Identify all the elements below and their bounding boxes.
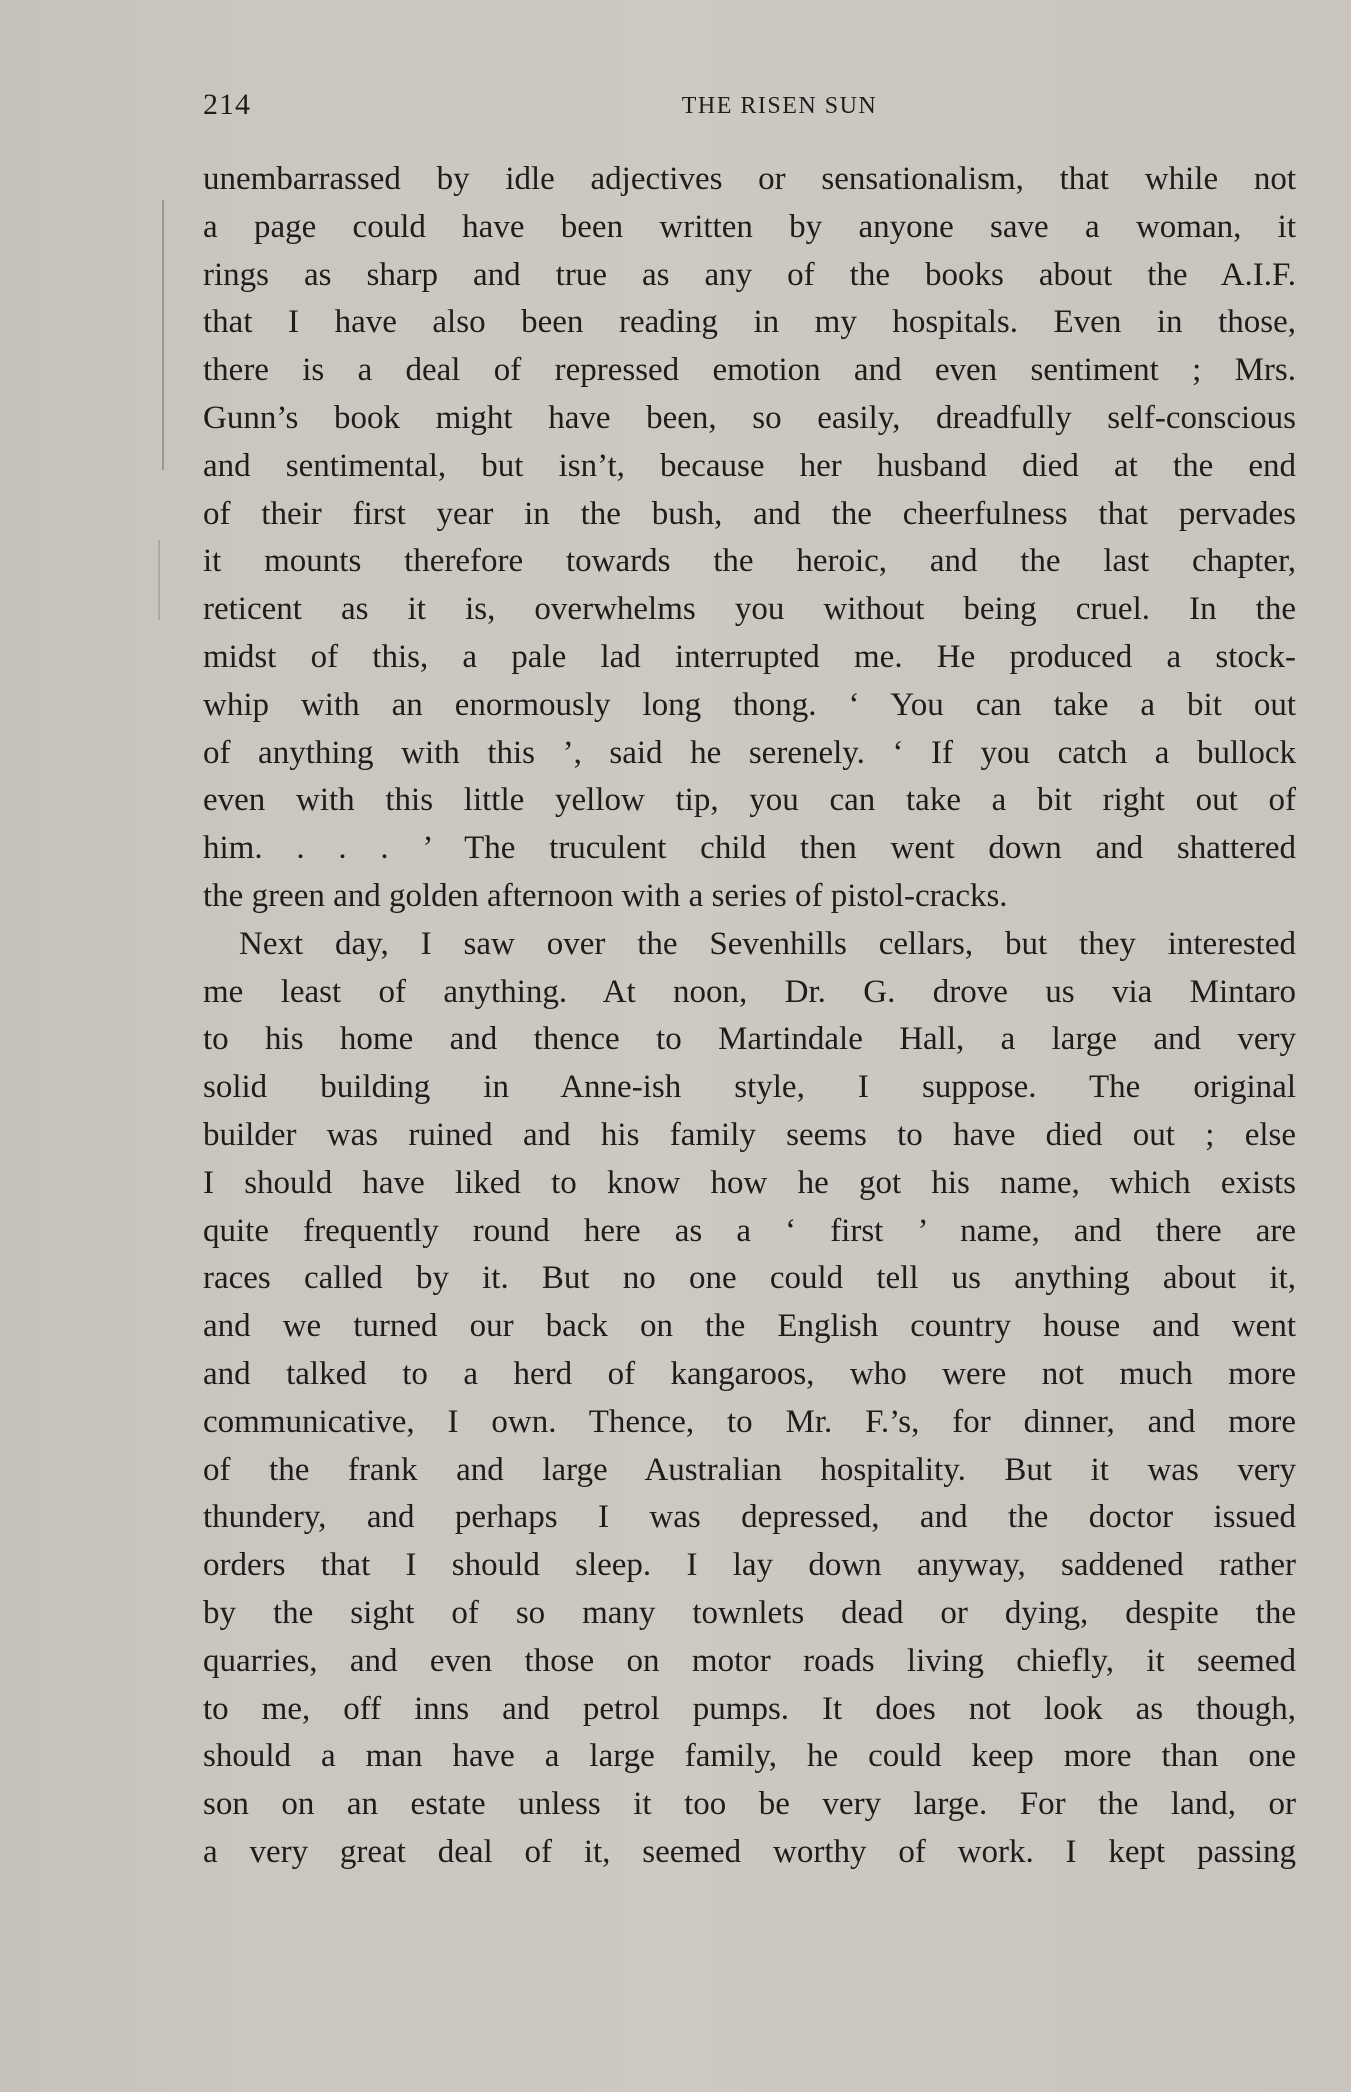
text-line: son on an estate unless it too be very large. For the land, or <box>203 1786 1296 1823</box>
text-line: builder was ruined and his family seems to have died out ; else <box>203 1116 1296 1153</box>
text-line: orders that I should sleep. I lay down anyway, saddened rather <box>203 1547 1296 1584</box>
text-line: that I have also been reading in my hospitals. Even in those, <box>203 304 1296 341</box>
text-line: a page could have been written by anyone save a woman, it <box>203 208 1296 245</box>
text-line: unembarrassed by idle adjectives or sensationalism, that while not <box>203 161 1296 197</box>
text-line: whip with an enormously long thong. ‘ You can take a bit out <box>203 686 1296 723</box>
text-line: and talked to a herd of kangaroos, who were not much more <box>203 1355 1296 1392</box>
page-header <box>203 88 1296 132</box>
text-line: of their first year in the bush, and the cheerfulness that pervades <box>203 495 1296 532</box>
text-line: of the frank and large Australian hospitality. But it was very <box>203 1451 1296 1488</box>
text-line: of anything with this ’, said he serenely. ‘ If you catch a bullock <box>203 734 1296 771</box>
body-text <box>203 156 1296 1877</box>
text-line: there is a deal of repressed emotion and even sentiment ; Mrs. <box>203 352 1296 389</box>
text-line: quarries, and even those on motor roads living chiefly, it seemed <box>203 1642 1296 1679</box>
text-line: a very great deal of it, seemed worthy of work. I kept passing <box>203 1833 1296 1870</box>
text-line: Next day, I saw over the Sevenhills cellars, but they interested <box>239 925 1296 962</box>
text-line: midst of this, a pale lad interrupted me. He produced a stock- <box>203 638 1296 675</box>
text-line: solid building in Anne-ish style, I suppose. The original <box>203 1069 1296 1106</box>
running-title: THE RISEN SUN <box>681 93 878 119</box>
text-line: thundery, and perhaps I was depressed, and the doctor issued <box>203 1499 1296 1536</box>
margin-pencil-mark <box>158 540 160 620</box>
text-line: and sentimental, but isn’t, because her husband died at the end <box>203 447 1296 484</box>
text-line: the green and golden afternoon with a series of pistol-cracks. <box>203 877 1008 914</box>
text-line: to his home and thence to Martindale Hall, a large and very <box>203 1021 1296 1058</box>
text-line: I should have liked to know how he got his name, which exists <box>203 1164 1296 1201</box>
text-line: rings as sharp and true as any of the books about the A.I.F. <box>203 256 1296 293</box>
text-line: should a man have a large family, he could keep more than one <box>203 1738 1296 1775</box>
text-line: reticent as it is, overwhelms you without being cruel. In the <box>203 591 1296 628</box>
text-line: even with this little yellow tip, you can take a bit right out of <box>203 782 1296 819</box>
text-line: Gunn’s book might have been, so easily, dreadfully self-conscious <box>203 399 1296 436</box>
margin-pencil-mark <box>162 200 164 470</box>
text-line: communicative, I own. Thence, to Mr. F.’s, for dinner, and more <box>203 1403 1296 1440</box>
page-number: 214 <box>203 88 251 121</box>
text-line: quite frequently round here as a ‘ first ’ name, and there are <box>203 1212 1296 1249</box>
text-line: by the sight of so many townlets dead or dying, despite the <box>203 1594 1296 1631</box>
text-line: to me, off inns and petrol pumps. It does not look as though, <box>203 1690 1296 1727</box>
text-line: me least of anything. At noon, Dr. G. drove us via Mintaro <box>203 973 1296 1010</box>
text-line: it mounts therefore towards the heroic, and the last chapter, <box>203 543 1296 580</box>
text-line: him. . . . ’ The truculent child then went down and shattered <box>203 830 1296 867</box>
text-line: races called by it. But no one could tell us anything about it, <box>203 1260 1296 1297</box>
text-line: and we turned our back on the English country house and went <box>203 1308 1296 1345</box>
